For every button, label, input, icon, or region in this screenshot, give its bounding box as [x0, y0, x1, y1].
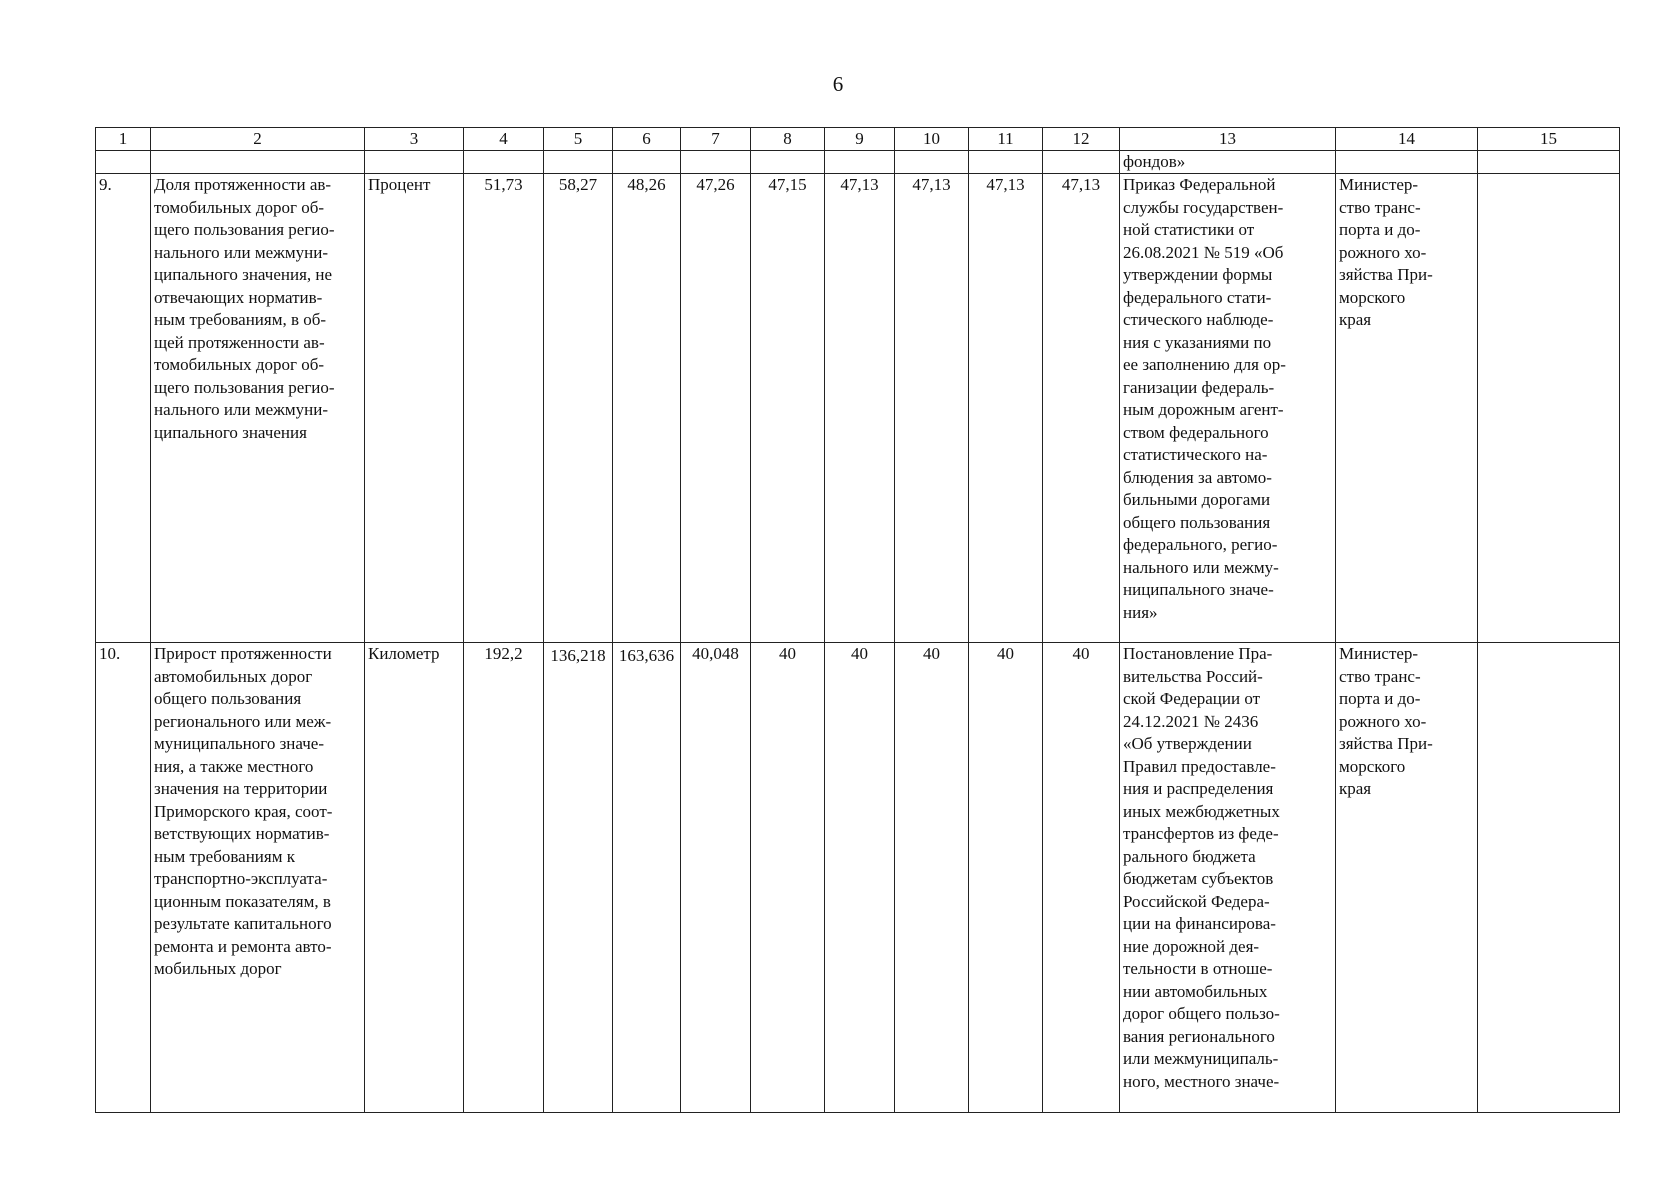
- value-col-5: 136,218: [544, 643, 613, 1113]
- indicator-name: Прирост протяженности автомобильных дорог общего пользования регионального или меж- муниципального значе- ния, а также местного значения на территории Приморского края, соот- ветствующих норматив- ным требованиям к транспортно-эксплуата- ционным показателям, в результате капитального ремонта и ремонта авто- мобильных дорог: [151, 643, 365, 1113]
- page-number: 6: [832, 72, 844, 96]
- row-number: 10.: [96, 643, 151, 1113]
- value-col-12: 47,13: [1043, 174, 1120, 643]
- col-header-12: 12: [1043, 128, 1120, 151]
- indicator-name: Доля протяженности ав- томобильных дорог об- щего пользования регио- нального или межмуни- ципального значения, не отвечающих норматив- ным требованиям, в об- щей протяженности ав- томобильных дорог об- щего пользования регио- нального или межмуни- ципального значения: [151, 174, 365, 643]
- indicators-table: [95, 127, 1620, 1113]
- value-col-6: 163,636: [613, 643, 681, 1113]
- col-header-11: 11: [969, 128, 1043, 151]
- unit: Километр: [365, 643, 464, 1113]
- row-number: 9.: [96, 174, 151, 643]
- responsible-body: Министер- ство транс- порта и до- рожного хо- зяйства При- морского края: [1336, 643, 1478, 1113]
- value-col-4: 51,73: [464, 174, 544, 643]
- value-col-11: 40: [969, 643, 1043, 1113]
- value-col-7: 47,26: [681, 174, 751, 643]
- col-header-8: 8: [751, 128, 825, 151]
- source-document: Постановление Пра- вительства Россий- ской Федерации от 24.12.2021 № 2436 «Об утверждении Правил предоставле- ния и распределения иных межбюджетных трансфертов из феде- рального бюджета бюджетам субъектов Российской Федера- ции на финансирова- ние дорожной дея- тельности в отноше- нии автомобильных дорог общего пользо- вания регионального или межмуниципаль- ного, местного значе-: [1120, 643, 1336, 1113]
- col15-cell: [1478, 643, 1620, 1113]
- value-col-4: 192,2: [464, 643, 544, 1113]
- col-header-7: 7: [681, 128, 751, 151]
- col15-cell: [1478, 174, 1620, 643]
- col-header-4: 4: [464, 128, 544, 151]
- value-col-9: 40: [825, 643, 895, 1113]
- col-header-6: 6: [613, 128, 681, 151]
- value-col-6: 48,26: [613, 174, 681, 643]
- table-row: [96, 643, 1620, 1113]
- value-col-9: 47,13: [825, 174, 895, 643]
- value-col-8: 47,15: [751, 174, 825, 643]
- col-header-14: 14: [1336, 128, 1478, 151]
- column-numbers-row: [96, 128, 1620, 151]
- source-document: Приказ Федеральной службы государствен- ной статистики от 26.08.2021 № 519 «Об утверждении формы федерального стати- стического наблюде- ния с указаниями по ее заполнению для ор- ганизации федераль- ным дорожным агент- ством федерального статистического на- блюдения за автомо- бильными дорогами общего пользования федерального, регио- нального или межму- ниципального значе- ния»: [1120, 174, 1336, 643]
- value-col-10: 40: [895, 643, 969, 1113]
- responsible-body: Министер- ство транс- порта и до- рожного хо- зяйства При- морского края: [1336, 174, 1478, 643]
- continuation-text: фондов»: [1120, 151, 1336, 174]
- value-col-7: 40,048: [681, 643, 751, 1113]
- unit: Процент: [365, 174, 464, 643]
- col-header-10: 10: [895, 128, 969, 151]
- col-header-2: 2: [151, 128, 365, 151]
- col-header-5: 5: [544, 128, 613, 151]
- value-col-11: 47,13: [969, 174, 1043, 643]
- col-header-3: 3: [365, 128, 464, 151]
- value-col-12: 40: [1043, 643, 1120, 1113]
- col-header-15: 15: [1478, 128, 1620, 151]
- continuation-row: [96, 151, 1620, 174]
- value-col-5: 58,27: [544, 174, 613, 643]
- col-header-13: 13: [1120, 128, 1336, 151]
- col-header-9: 9: [825, 128, 895, 151]
- col-header-1: 1: [96, 128, 151, 151]
- value-col-10: 47,13: [895, 174, 969, 643]
- table-row: [96, 174, 1620, 643]
- value-col-8: 40: [751, 643, 825, 1113]
